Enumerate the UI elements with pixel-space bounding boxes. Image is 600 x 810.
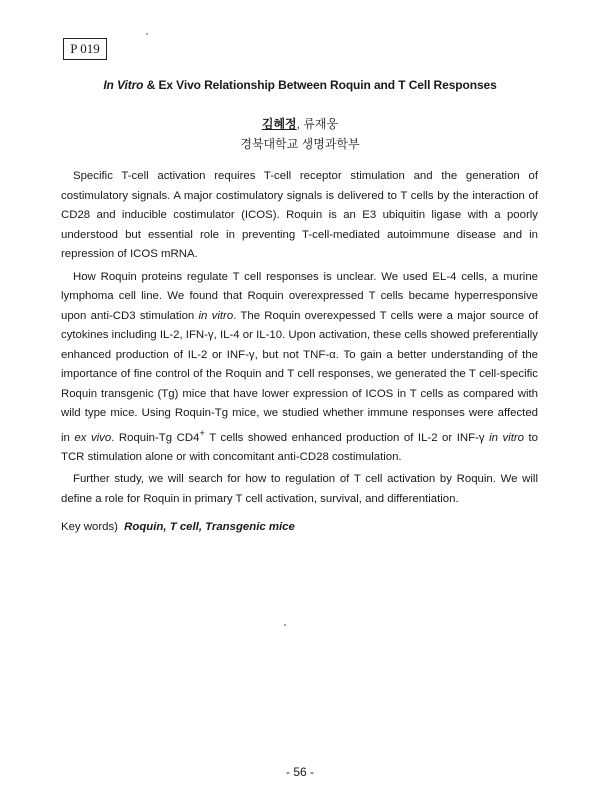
keywords-terms: Roquin, T cell, Transgenic mice bbox=[124, 521, 295, 533]
title-rest: & Ex Vivo Relationship Between Roquin and T Cell Responses bbox=[143, 78, 497, 92]
title-italic: In Vitro bbox=[103, 78, 144, 92]
abstract-code: P 019 bbox=[63, 38, 107, 60]
scan-speck bbox=[284, 624, 286, 626]
p2-text-1: How Roquin proteins regulate T cell responses is unclear. We used EL-4 cells, a murine lymphoma cell line. We found that Roquin overexpressed T cells became hyperresponsive upon anti-CD3 stimulation bbox=[61, 270, 538, 322]
p2-italic-2: ex vivo bbox=[74, 431, 112, 444]
keywords-line bbox=[61, 521, 295, 533]
p2-italic-1: in vitro bbox=[198, 309, 234, 322]
p2-text-3: . Roquin-Tg CD4 bbox=[111, 431, 200, 444]
abstract-body bbox=[61, 167, 538, 512]
paper-title bbox=[0, 78, 600, 92]
presenting-author: 김혜정 bbox=[261, 117, 297, 131]
author-separator: , bbox=[296, 117, 304, 131]
p2-text-5: to TCR stimulation alone or with concomitant anti-CD28 costimulation. bbox=[61, 431, 539, 463]
keywords-label: Key words) bbox=[61, 521, 118, 533]
author-list bbox=[0, 115, 600, 132]
p2-text-4: T cells showed enhanced production of IL-2 or INF-γ bbox=[204, 431, 490, 444]
p2-text-2: . The Roquin overexpessed T cells were a major source of cytokines including IL-2, IFN-γ, IL-4 or IL-10. Upon activation, these cells showed preferentially enhanced production of IL-2 or INF-γ, but not TNF-α. To gain a better understanding of the importance of fine control of the Roquin and T cell responses, we generated the T cell-specific Roquin transgenic (Tg) mice that have lower expression of ICOS in T cells as compared with wild type mice. Using Roquin-Tg mice, we studied whether immune responses were affected in bbox=[61, 309, 538, 444]
p2-superscript: + bbox=[199, 427, 205, 439]
affiliation: 경북대학교 생명과학부 bbox=[240, 137, 360, 151]
page-number: - 56 - bbox=[285, 765, 314, 779]
coauthor: 류재웅 bbox=[303, 117, 339, 131]
abstract-paragraph-1: Specific T-cell activation requires T-cell receptor stimulation and the generation of costimulatory signals. A major costimulatory signals is delivered to T cells by the interaction of CD28 and inducible costimulator (ICOS). Roquin is an E3 ubiquitin ligase with a poorly understood but essential role in preventing T-cell-mediated autoimmune disease and in repression of ICOS mRNA. bbox=[61, 170, 538, 260]
scan-speck bbox=[146, 33, 148, 35]
abstract-paragraph-3: Further study, we will search for how to regulation of T cell activation by Roquin. We will define a role for Roquin in primary T cell activation, survival, and differentiation. bbox=[61, 473, 538, 505]
p2-italic-3: in vitro bbox=[489, 431, 524, 444]
abstract-paragraph-2 bbox=[61, 268, 538, 468]
